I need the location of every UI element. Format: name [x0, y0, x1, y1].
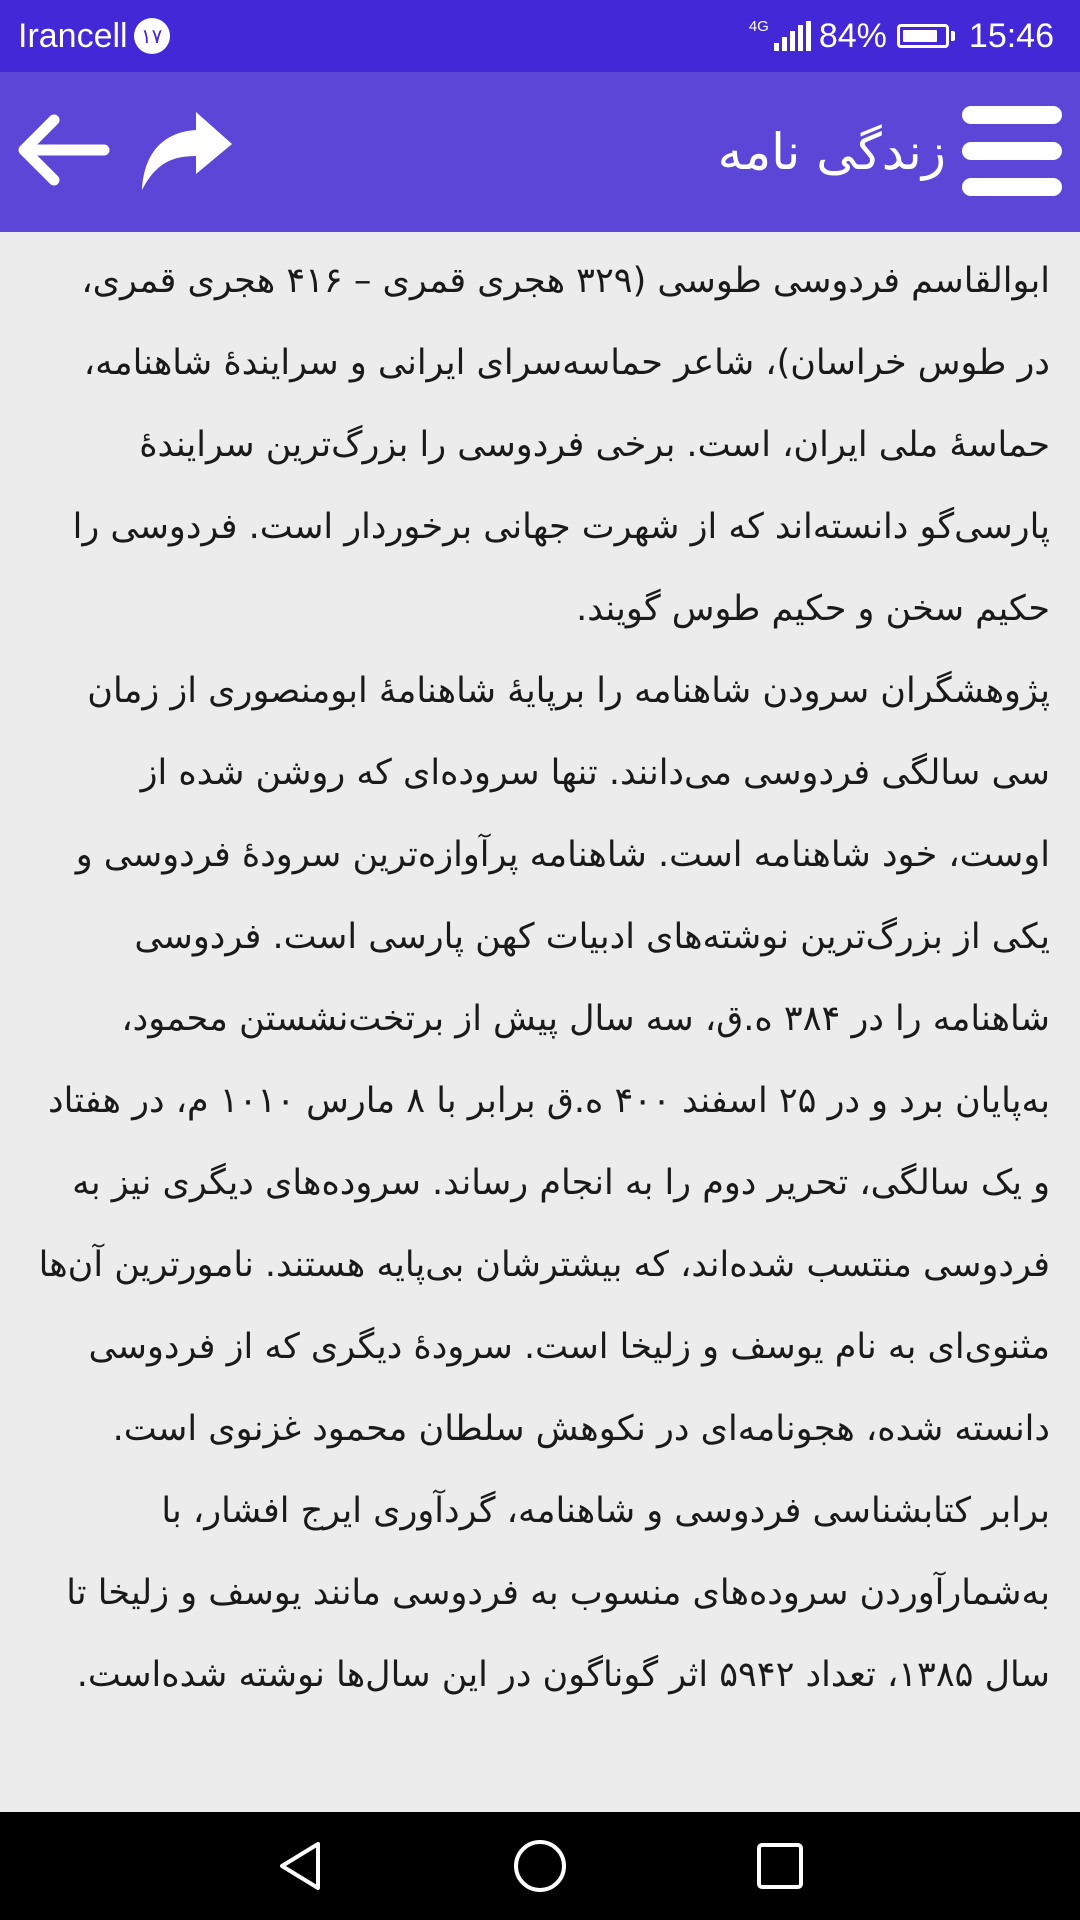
nav-back-button[interactable]	[270, 1836, 330, 1896]
biography-content	[38, 240, 1050, 1716]
signal-icon	[771, 21, 811, 51]
network-type: 4G	[748, 17, 769, 35]
menu-button[interactable]	[962, 106, 1062, 196]
carrier-name: Irancell	[18, 17, 128, 55]
forward-icon	[134, 106, 234, 196]
battery-percent: 84%	[818, 16, 887, 55]
clock: 15:46	[968, 16, 1054, 55]
nav-home-icon	[510, 1836, 570, 1896]
status-bar	[0, 0, 1080, 72]
battery-icon	[897, 24, 955, 48]
nav-recents-button[interactable]	[750, 1836, 810, 1896]
system-nav-bar	[0, 1812, 1080, 1920]
page-title: زندگی نامه	[717, 123, 946, 181]
carrier-info	[18, 14, 170, 58]
nav-back-icon	[270, 1836, 330, 1896]
paragraph-intro: ابوالقاسم فردوسی طوسی (۳۲۹ هجری قمری – ۴۱۶ هجری قمری، در طوس خراسان)، شاعر حماسه‌سرای ایرانی و سرایندهٔ شاهنامه، حماسهٔ ملی ایران، است. برخی فردوسی را بزرگ‌ترین سرایندهٔ پارسی‌گو دانسته‌اند که از شهرت جهانی برخوردار است. فردوسی را حکیم سخن و حکیم طوس گویند.	[72, 261, 1050, 629]
nav-home-button[interactable]	[510, 1836, 570, 1896]
back-arrow-icon	[12, 108, 112, 192]
battery-fill	[903, 30, 937, 42]
paragraph-shahnameh: پژوهشگران سرودن شاهنامه را برپایهٔ شاهنامهٔ ابومنصوری از زمان سی سالگی فردوسی می‌دانند. تنها سروده‌ای که روشن شده از اوست، خود شاهنامه است. شاهنامه پرآوازه‌ترین سرودهٔ فردوسی و یکی از بزرگ‌ترین نوشته‌های ادبیات کهن پارسی است. فردوسی شاهنامه را در ۳۸۴ ه.ق، سه سال پیش از برتخت‌نشستن محمود، به‌پایان برد و در ۲۵ اسفند ۴۰۰ ه.ق برابر با ۸ مارس ۱۰۱۰ م، در هفتاد و یک سالگی، تحریر دوم را به انجام رساند. سروده‌های دیگری نیز به فردوسی منتسب شده‌اند، که بیشترشان بی‌پایه هستند. نامورترین آن‌ها مثنوی‌ای به نام یوسف و زلیخا است. سرودهٔ دیگری که از فردوسی دانسته شده، هجونامه‌ای در نکوهش سلطان محمود غزنوی است. برابر کتابشناسی فردوسی و شاهنامه، گردآوری ایرج افشار، با به‌شمارآوردن سروده‌های منسوب به فردوسی مانند یوسف و زلیخا تا سال ۱۳۸۵، تعداد ۵۹۴۲ اثر گوناگون در این سال‌ها نوشته شده‌است.	[38, 671, 1050, 1695]
back-button[interactable]	[12, 108, 112, 192]
nav-recents-icon	[750, 1836, 810, 1896]
forward-button[interactable]	[134, 106, 234, 196]
sim-badge: ۱۷	[134, 18, 170, 54]
app-bar	[0, 72, 1080, 232]
status-icons	[749, 14, 1054, 58]
